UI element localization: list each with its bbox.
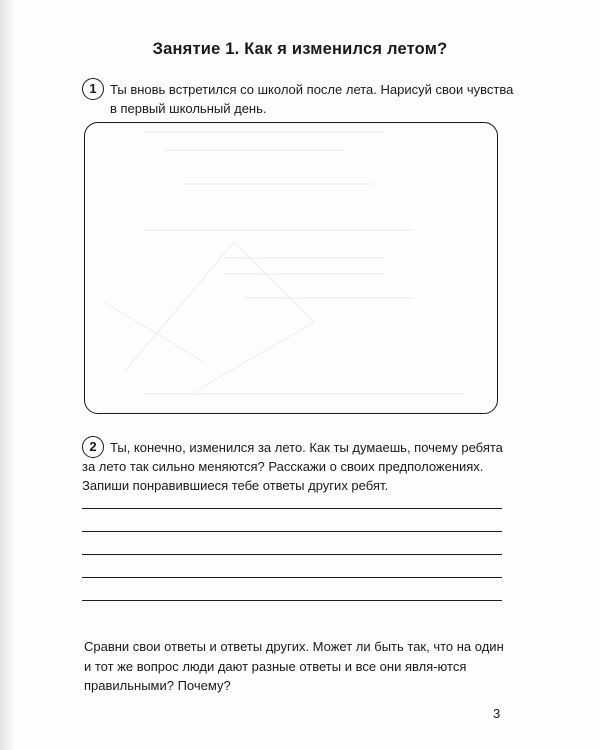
task-2-line-3: Запиши понравившиеся тебе ответы других ребят. <box>82 478 389 493</box>
task-number-badge: 2 <box>82 436 104 458</box>
page-title: Занятие 1. Как я изменился летом? <box>152 40 448 58</box>
task-1-line-2: в первый школьный день. <box>110 101 267 116</box>
drawing-area[interactable] <box>84 122 498 414</box>
task-1-line-1: Ты вновь встретился со школой после лета. Нарисуй свои чувства <box>110 82 514 97</box>
page-number: 3 <box>493 706 501 721</box>
task-number-badge: 1 <box>82 78 104 100</box>
page-binding-shadow <box>0 0 14 750</box>
task-2-line-2: за лето так сильно меняются? Расскажи о своих предположениях. <box>82 459 484 474</box>
answer-line[interactable] <box>82 508 502 509</box>
task-2-line-1: Ты, конечно, изменился за лето. Как ты думаешь, почему ребята <box>110 440 503 455</box>
answer-line[interactable] <box>82 600 502 601</box>
closing-paragraph: Сравни свои ответы и ответы других. Может ли быть так, что на один и тот же вопрос люди дают разные ответы и все они явля-ются правильными? Почему? <box>84 639 504 693</box>
answer-line[interactable] <box>82 531 502 532</box>
answer-line[interactable] <box>82 577 502 578</box>
answer-line[interactable] <box>82 554 502 555</box>
